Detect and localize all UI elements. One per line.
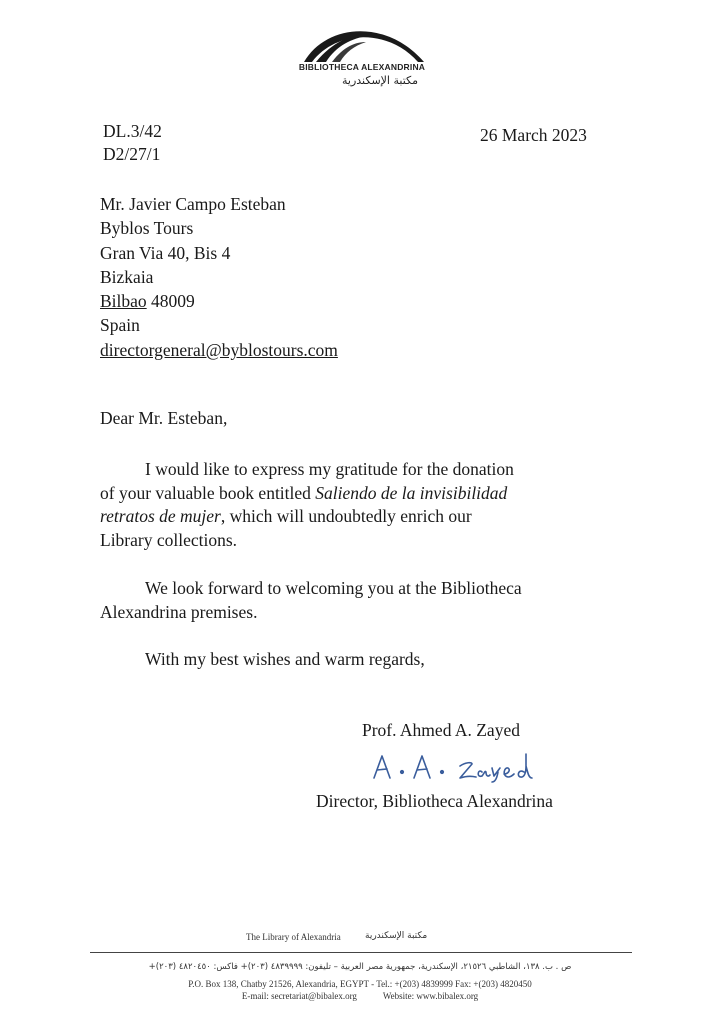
footer-address-en: P.O. Box 138, Chatby 21526, Alexandria, EGYPT - Tel.: +(203) 4839999 Fax: +(203) 4820450 xyxy=(188,979,532,989)
recipient-company: Byblos Tours xyxy=(100,218,194,239)
book-title-part-1: Saliendo de la invisibilidad xyxy=(315,482,508,503)
closing-text: With my best wishes and warm regards, xyxy=(145,649,425,669)
paragraph-line xyxy=(100,529,514,553)
recipient-city: Bilbao xyxy=(100,291,147,312)
footer-divider xyxy=(90,952,632,953)
salutation: Dear Mr. Esteban, xyxy=(100,408,228,428)
recipient-postcode: 48009 xyxy=(151,291,195,312)
footer-contacts xyxy=(100,991,620,1001)
paragraph-text: , which will undoubtedly enrich our xyxy=(220,506,472,526)
paragraph-line xyxy=(100,482,514,506)
recipient-country: Spain xyxy=(100,315,140,336)
letterhead-name-ar: مكتبة الإسكندرية xyxy=(342,74,418,87)
recipient-city-line xyxy=(100,289,338,313)
paragraph-line xyxy=(100,458,514,482)
signatory-name: Prof. Ahmed A. Zayed xyxy=(362,720,520,740)
paragraph-line xyxy=(100,601,522,625)
paragraph-text: We look forward to welcoming you at the Bibliotheca xyxy=(145,578,522,598)
paragraph-text: Library collections. xyxy=(100,529,238,550)
signatory-title: Director, Bibliotheca Alexandrina xyxy=(316,791,553,811)
handwritten-signature-icon xyxy=(368,748,568,784)
paragraph-line xyxy=(100,577,522,601)
footer-library-name-en: The Library of Alexandria xyxy=(246,932,341,942)
reference-number-1: DL.3/42 xyxy=(103,121,162,141)
recipient-region: Bizkaia xyxy=(100,266,154,287)
recipient-address xyxy=(100,192,338,362)
footer-website[interactable]: Website: www.bibalex.org xyxy=(382,991,479,1001)
paragraph-text: I would like to express my gratitude for the donation xyxy=(145,459,514,479)
reference-number-2: D2/27/1 xyxy=(103,144,161,164)
footer-email[interactable]: E-mail: secretariat@bibalex.org xyxy=(241,991,357,1001)
recipient-street: Gran Via 40, Bis 4 xyxy=(100,242,231,263)
paragraph-text: of your valuable book entitled xyxy=(100,482,316,503)
book-title-part-2: retratos de mujer xyxy=(100,506,221,526)
paragraph-welcome xyxy=(100,577,522,624)
recipient-name: Mr. Javier Campo Esteban xyxy=(100,194,286,214)
paragraph-line xyxy=(100,505,514,529)
paragraph-text: Alexandrina premises. xyxy=(100,601,258,622)
letter-date: 26 March 2023 xyxy=(480,125,587,145)
paragraph-gratitude xyxy=(100,458,514,552)
closing-line xyxy=(100,648,425,672)
bibliotheca-alexandrina-logo-icon xyxy=(296,22,426,64)
letterhead-name-en: BIBLIOTHECA ALEXANDRINA xyxy=(298,62,426,72)
footer-library-name-ar: مكتبة الإسكندرية xyxy=(365,931,428,941)
footer-address-ar: ص . ب. ١٣٨، الشاطبي ٢١٥٢٦، الإسكندرية، جمهورية مصر العربية – تليفون: ٤٨٣٩٩٩٩ (٢٠٣)+ فاكس: ٤٨٢٠٤٥٠ (٢٠٣)+ xyxy=(148,962,572,972)
recipient-email-link[interactable]: directorgeneral@byblostours.com xyxy=(100,339,338,360)
